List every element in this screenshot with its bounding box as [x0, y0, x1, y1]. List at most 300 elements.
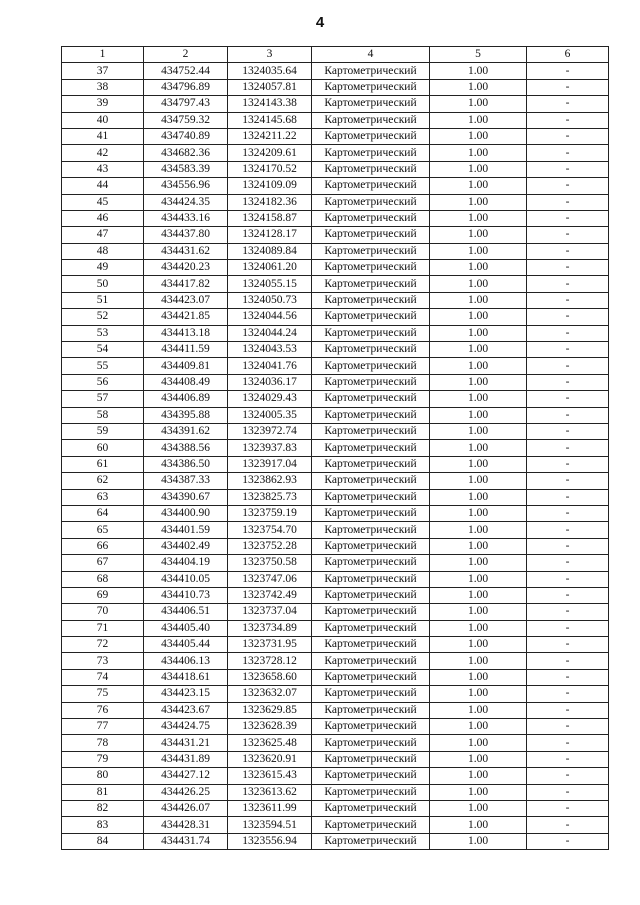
note-cell: - — [527, 309, 609, 325]
note-cell: - — [527, 63, 609, 79]
table-row — [62, 325, 609, 341]
accuracy-cell: 1.00 — [430, 522, 527, 538]
x-coordinate-cell: 434388.56 — [144, 440, 228, 456]
point-number-cell: 82 — [62, 800, 144, 816]
note-cell: - — [527, 571, 609, 587]
table-row — [62, 407, 609, 423]
table-row — [62, 292, 609, 308]
note-cell: - — [527, 112, 609, 128]
x-coordinate-cell: 434401.59 — [144, 522, 228, 538]
column-header-2: 2 — [144, 47, 228, 63]
point-number-cell: 81 — [62, 784, 144, 800]
page-number: 4 — [315, 14, 325, 31]
y-coordinate-cell: 1323613.62 — [228, 784, 312, 800]
note-cell: - — [527, 79, 609, 95]
x-coordinate-cell: 434386.50 — [144, 456, 228, 472]
y-coordinate-cell: 1323629.85 — [228, 702, 312, 718]
table-row — [62, 522, 609, 538]
accuracy-cell: 1.00 — [430, 555, 527, 571]
x-coordinate-cell: 434428.31 — [144, 817, 228, 833]
table-row — [62, 391, 609, 407]
note-cell: - — [527, 407, 609, 423]
method-cell: Картометрический — [312, 112, 430, 128]
method-cell: Картометрический — [312, 358, 430, 374]
y-coordinate-cell: 1324044.56 — [228, 309, 312, 325]
note-cell: - — [527, 489, 609, 505]
accuracy-cell: 1.00 — [430, 800, 527, 816]
y-coordinate-cell: 1323972.74 — [228, 423, 312, 439]
table-row — [62, 342, 609, 358]
table-row — [62, 178, 609, 194]
note-cell: - — [527, 391, 609, 407]
y-coordinate-cell: 1323628.39 — [228, 719, 312, 735]
table-header — [62, 47, 609, 63]
point-number-cell: 52 — [62, 309, 144, 325]
table-row — [62, 243, 609, 259]
x-coordinate-cell: 434418.61 — [144, 669, 228, 685]
point-number-cell: 64 — [62, 505, 144, 521]
y-coordinate-cell: 1324170.52 — [228, 161, 312, 177]
table-row — [62, 440, 609, 456]
accuracy-cell: 1.00 — [430, 227, 527, 243]
point-number-cell: 54 — [62, 342, 144, 358]
point-number-cell: 75 — [62, 686, 144, 702]
table-row — [62, 669, 609, 685]
table-row — [62, 751, 609, 767]
method-cell: Картометрический — [312, 440, 430, 456]
x-coordinate-cell: 434797.43 — [144, 96, 228, 112]
note-cell: - — [527, 653, 609, 669]
point-number-cell: 41 — [62, 128, 144, 144]
method-cell: Картометрический — [312, 423, 430, 439]
x-coordinate-cell: 434437.80 — [144, 227, 228, 243]
x-coordinate-cell: 434413.18 — [144, 325, 228, 341]
y-coordinate-cell: 1324143.38 — [228, 96, 312, 112]
x-coordinate-cell: 434431.62 — [144, 243, 228, 259]
method-cell: Картометрический — [312, 833, 430, 849]
table-row — [62, 79, 609, 95]
note-cell: - — [527, 440, 609, 456]
y-coordinate-cell: 1324055.15 — [228, 276, 312, 292]
y-coordinate-cell: 1323737.04 — [228, 604, 312, 620]
note-cell: - — [527, 587, 609, 603]
y-coordinate-cell: 1324209.61 — [228, 145, 312, 161]
note-cell: - — [527, 292, 609, 308]
method-cell: Картометрический — [312, 292, 430, 308]
x-coordinate-cell: 434424.75 — [144, 719, 228, 735]
accuracy-cell: 1.00 — [430, 342, 527, 358]
point-number-cell: 62 — [62, 473, 144, 489]
note-cell: - — [527, 833, 609, 849]
table-body — [62, 63, 609, 850]
method-cell: Картометрический — [312, 227, 430, 243]
y-coordinate-cell: 1323917.04 — [228, 456, 312, 472]
x-coordinate-cell: 434426.25 — [144, 784, 228, 800]
column-header-6: 6 — [527, 47, 609, 63]
y-coordinate-cell: 1324044.24 — [228, 325, 312, 341]
point-number-cell: 61 — [62, 456, 144, 472]
table-row — [62, 555, 609, 571]
accuracy-cell: 1.00 — [430, 604, 527, 620]
x-coordinate-cell: 434404.19 — [144, 555, 228, 571]
point-number-cell: 76 — [62, 702, 144, 718]
method-cell: Картометрический — [312, 79, 430, 95]
x-coordinate-cell: 434426.07 — [144, 800, 228, 816]
y-coordinate-cell: 1323556.94 — [228, 833, 312, 849]
x-coordinate-cell: 434417.82 — [144, 276, 228, 292]
x-coordinate-cell: 434409.81 — [144, 358, 228, 374]
table-row — [62, 260, 609, 276]
coordinates-table — [61, 46, 609, 850]
accuracy-cell: 1.00 — [430, 423, 527, 439]
accuracy-cell: 1.00 — [430, 374, 527, 390]
accuracy-cell: 1.00 — [430, 145, 527, 161]
accuracy-cell: 1.00 — [430, 505, 527, 521]
point-number-cell: 65 — [62, 522, 144, 538]
method-cell: Картометрический — [312, 784, 430, 800]
y-coordinate-cell: 1324043.53 — [228, 342, 312, 358]
accuracy-cell: 1.00 — [430, 276, 527, 292]
x-coordinate-cell: 434556.96 — [144, 178, 228, 194]
point-number-cell: 70 — [62, 604, 144, 620]
method-cell: Картометрический — [312, 489, 430, 505]
method-cell: Картометрический — [312, 194, 430, 210]
x-coordinate-cell: 434682.36 — [144, 145, 228, 161]
table-row — [62, 653, 609, 669]
method-cell: Картометрический — [312, 210, 430, 226]
y-coordinate-cell: 1323750.58 — [228, 555, 312, 571]
x-coordinate-cell: 434400.90 — [144, 505, 228, 521]
method-cell: Картометрический — [312, 719, 430, 735]
y-coordinate-cell: 1323759.19 — [228, 505, 312, 521]
accuracy-cell: 1.00 — [430, 260, 527, 276]
method-cell: Картометрический — [312, 587, 430, 603]
x-coordinate-cell: 434387.33 — [144, 473, 228, 489]
x-coordinate-cell: 434420.23 — [144, 260, 228, 276]
point-number-cell: 51 — [62, 292, 144, 308]
note-cell: - — [527, 522, 609, 538]
table-row — [62, 702, 609, 718]
method-cell: Картометрический — [312, 260, 430, 276]
table-row — [62, 538, 609, 554]
accuracy-cell: 1.00 — [430, 686, 527, 702]
note-cell: - — [527, 505, 609, 521]
y-coordinate-cell: 1323658.60 — [228, 669, 312, 685]
method-cell: Картометрический — [312, 571, 430, 587]
accuracy-cell: 1.00 — [430, 63, 527, 79]
y-coordinate-cell: 1324036.17 — [228, 374, 312, 390]
x-coordinate-cell: 434431.89 — [144, 751, 228, 767]
method-cell: Картометрический — [312, 391, 430, 407]
y-coordinate-cell: 1323742.49 — [228, 587, 312, 603]
note-cell: - — [527, 145, 609, 161]
y-coordinate-cell: 1323625.48 — [228, 735, 312, 751]
method-cell: Картометрический — [312, 637, 430, 653]
accuracy-cell: 1.00 — [430, 833, 527, 849]
table-row — [62, 505, 609, 521]
table-row — [62, 719, 609, 735]
accuracy-cell: 1.00 — [430, 440, 527, 456]
method-cell: Картометрический — [312, 817, 430, 833]
y-coordinate-cell: 1324061.20 — [228, 260, 312, 276]
x-coordinate-cell: 434423.67 — [144, 702, 228, 718]
y-coordinate-cell: 1323615.43 — [228, 768, 312, 784]
x-coordinate-cell: 434796.89 — [144, 79, 228, 95]
note-cell: - — [527, 555, 609, 571]
method-cell: Картометрический — [312, 751, 430, 767]
x-coordinate-cell: 434408.49 — [144, 374, 228, 390]
method-cell: Картометрический — [312, 128, 430, 144]
table-row — [62, 227, 609, 243]
method-cell: Картометрический — [312, 309, 430, 325]
y-coordinate-cell: 1324005.35 — [228, 407, 312, 423]
point-number-cell: 46 — [62, 210, 144, 226]
note-cell: - — [527, 194, 609, 210]
method-cell: Картометрический — [312, 800, 430, 816]
table-row — [62, 735, 609, 751]
accuracy-cell: 1.00 — [430, 128, 527, 144]
accuracy-cell: 1.00 — [430, 653, 527, 669]
note-cell: - — [527, 800, 609, 816]
y-coordinate-cell: 1324035.64 — [228, 63, 312, 79]
x-coordinate-cell: 434752.44 — [144, 63, 228, 79]
table-row — [62, 620, 609, 636]
x-coordinate-cell: 434395.88 — [144, 407, 228, 423]
accuracy-cell: 1.00 — [430, 489, 527, 505]
table-row — [62, 423, 609, 439]
method-cell: Картометрический — [312, 604, 430, 620]
method-cell: Картометрический — [312, 538, 430, 554]
point-number-cell: 38 — [62, 79, 144, 95]
accuracy-cell: 1.00 — [430, 210, 527, 226]
accuracy-cell: 1.00 — [430, 161, 527, 177]
y-coordinate-cell: 1324211.22 — [228, 128, 312, 144]
method-cell: Картометрический — [312, 456, 430, 472]
table-row — [62, 194, 609, 210]
note-cell: - — [527, 637, 609, 653]
table-row — [62, 686, 609, 702]
table-row — [62, 210, 609, 226]
method-cell: Картометрический — [312, 669, 430, 685]
table-row — [62, 768, 609, 784]
accuracy-cell: 1.00 — [430, 751, 527, 767]
method-cell: Картометрический — [312, 342, 430, 358]
accuracy-cell: 1.00 — [430, 292, 527, 308]
y-coordinate-cell: 1323731.95 — [228, 637, 312, 653]
method-cell: Картометрический — [312, 620, 430, 636]
accuracy-cell: 1.00 — [430, 96, 527, 112]
point-number-cell: 80 — [62, 768, 144, 784]
table-row — [62, 784, 609, 800]
x-coordinate-cell: 434405.40 — [144, 620, 228, 636]
accuracy-cell: 1.00 — [430, 79, 527, 95]
table-row — [62, 604, 609, 620]
x-coordinate-cell: 434423.07 — [144, 292, 228, 308]
table-row — [62, 145, 609, 161]
note-cell: - — [527, 325, 609, 341]
table-row — [62, 128, 609, 144]
note-cell: - — [527, 620, 609, 636]
point-number-cell: 83 — [62, 817, 144, 833]
point-number-cell: 71 — [62, 620, 144, 636]
note-cell: - — [527, 128, 609, 144]
point-number-cell: 58 — [62, 407, 144, 423]
x-coordinate-cell: 434410.73 — [144, 587, 228, 603]
x-coordinate-cell: 434406.51 — [144, 604, 228, 620]
table-row — [62, 96, 609, 112]
x-coordinate-cell: 434427.12 — [144, 768, 228, 784]
y-coordinate-cell: 1323728.12 — [228, 653, 312, 669]
accuracy-cell: 1.00 — [430, 587, 527, 603]
note-cell: - — [527, 768, 609, 784]
table-row — [62, 833, 609, 849]
x-coordinate-cell: 434406.13 — [144, 653, 228, 669]
method-cell: Картометрический — [312, 653, 430, 669]
table-row — [62, 456, 609, 472]
note-cell: - — [527, 719, 609, 735]
table-row — [62, 800, 609, 816]
point-number-cell: 67 — [62, 555, 144, 571]
x-coordinate-cell: 434410.05 — [144, 571, 228, 587]
note-cell: - — [527, 702, 609, 718]
table-row — [62, 637, 609, 653]
table-row — [62, 489, 609, 505]
table-row — [62, 161, 609, 177]
header-row — [62, 47, 609, 63]
accuracy-cell: 1.00 — [430, 391, 527, 407]
y-coordinate-cell: 1323937.83 — [228, 440, 312, 456]
table-row — [62, 817, 609, 833]
y-coordinate-cell: 1324089.84 — [228, 243, 312, 259]
note-cell: - — [527, 784, 609, 800]
note-cell: - — [527, 210, 609, 226]
accuracy-cell: 1.00 — [430, 719, 527, 735]
point-number-cell: 50 — [62, 276, 144, 292]
note-cell: - — [527, 161, 609, 177]
point-number-cell: 48 — [62, 243, 144, 259]
table-row — [62, 63, 609, 79]
column-header-3: 3 — [228, 47, 312, 63]
point-number-cell: 42 — [62, 145, 144, 161]
y-coordinate-cell: 1324145.68 — [228, 112, 312, 128]
y-coordinate-cell: 1324109.09 — [228, 178, 312, 194]
y-coordinate-cell: 1324029.43 — [228, 391, 312, 407]
method-cell: Картометрический — [312, 276, 430, 292]
x-coordinate-cell: 434759.32 — [144, 112, 228, 128]
y-coordinate-cell: 1324182.36 — [228, 194, 312, 210]
y-coordinate-cell: 1323620.91 — [228, 751, 312, 767]
y-coordinate-cell: 1323747.06 — [228, 571, 312, 587]
method-cell: Картометрический — [312, 407, 430, 423]
note-cell: - — [527, 423, 609, 439]
y-coordinate-cell: 1324057.81 — [228, 79, 312, 95]
point-number-cell: 49 — [62, 260, 144, 276]
method-cell: Картометрический — [312, 325, 430, 341]
accuracy-cell: 1.00 — [430, 473, 527, 489]
accuracy-cell: 1.00 — [430, 637, 527, 653]
x-coordinate-cell: 434583.39 — [144, 161, 228, 177]
x-coordinate-cell: 434423.15 — [144, 686, 228, 702]
y-coordinate-cell: 1323594.51 — [228, 817, 312, 833]
accuracy-cell: 1.00 — [430, 243, 527, 259]
point-number-cell: 53 — [62, 325, 144, 341]
note-cell: - — [527, 735, 609, 751]
method-cell: Картометрический — [312, 505, 430, 521]
note-cell: - — [527, 358, 609, 374]
table-row — [62, 374, 609, 390]
note-cell: - — [527, 227, 609, 243]
x-coordinate-cell: 434740.89 — [144, 128, 228, 144]
point-number-cell: 60 — [62, 440, 144, 456]
x-coordinate-cell: 434433.16 — [144, 210, 228, 226]
accuracy-cell: 1.00 — [430, 669, 527, 685]
note-cell: - — [527, 96, 609, 112]
column-header-1: 1 — [62, 47, 144, 63]
method-cell: Картометрический — [312, 522, 430, 538]
accuracy-cell: 1.00 — [430, 784, 527, 800]
accuracy-cell: 1.00 — [430, 571, 527, 587]
y-coordinate-cell: 1323734.89 — [228, 620, 312, 636]
note-cell: - — [527, 669, 609, 685]
point-number-cell: 73 — [62, 653, 144, 669]
point-number-cell: 55 — [62, 358, 144, 374]
accuracy-cell: 1.00 — [430, 702, 527, 718]
table-row — [62, 358, 609, 374]
accuracy-cell: 1.00 — [430, 456, 527, 472]
y-coordinate-cell: 1323632.07 — [228, 686, 312, 702]
note-cell: - — [527, 276, 609, 292]
note-cell: - — [527, 374, 609, 390]
y-coordinate-cell: 1324158.87 — [228, 210, 312, 226]
method-cell: Картометрический — [312, 96, 430, 112]
y-coordinate-cell: 1324050.73 — [228, 292, 312, 308]
accuracy-cell: 1.00 — [430, 620, 527, 636]
method-cell: Картометрический — [312, 145, 430, 161]
x-coordinate-cell: 434431.21 — [144, 735, 228, 751]
method-cell: Картометрический — [312, 178, 430, 194]
method-cell: Картометрический — [312, 161, 430, 177]
point-number-cell: 40 — [62, 112, 144, 128]
method-cell: Картометрический — [312, 735, 430, 751]
point-number-cell: 37 — [62, 63, 144, 79]
x-coordinate-cell: 434402.49 — [144, 538, 228, 554]
x-coordinate-cell: 434390.67 — [144, 489, 228, 505]
accuracy-cell: 1.00 — [430, 194, 527, 210]
accuracy-cell: 1.00 — [430, 407, 527, 423]
accuracy-cell: 1.00 — [430, 325, 527, 341]
accuracy-cell: 1.00 — [430, 538, 527, 554]
table-row — [62, 276, 609, 292]
point-number-cell: 57 — [62, 391, 144, 407]
point-number-cell: 45 — [62, 194, 144, 210]
point-number-cell: 77 — [62, 719, 144, 735]
accuracy-cell: 1.00 — [430, 309, 527, 325]
note-cell: - — [527, 473, 609, 489]
column-header-4: 4 — [312, 47, 430, 63]
method-cell: Картометрический — [312, 473, 430, 489]
x-coordinate-cell: 434431.74 — [144, 833, 228, 849]
x-coordinate-cell: 434424.35 — [144, 194, 228, 210]
method-cell: Картометрический — [312, 374, 430, 390]
x-coordinate-cell: 434421.85 — [144, 309, 228, 325]
method-cell: Картометрический — [312, 702, 430, 718]
y-coordinate-cell: 1324041.76 — [228, 358, 312, 374]
note-cell: - — [527, 243, 609, 259]
table-row — [62, 587, 609, 603]
note-cell: - — [527, 604, 609, 620]
accuracy-cell: 1.00 — [430, 768, 527, 784]
point-number-cell: 78 — [62, 735, 144, 751]
